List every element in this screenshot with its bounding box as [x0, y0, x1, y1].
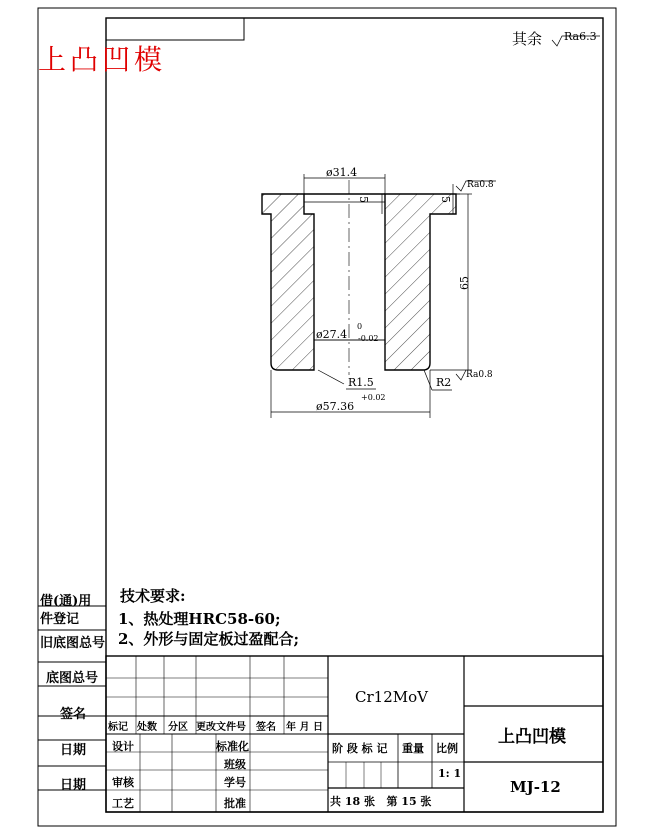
label-stage: 阶 段 标 记	[332, 742, 388, 755]
rough-bottom: Ra0.8	[466, 370, 493, 380]
outer-tol: +0.02	[361, 393, 386, 402]
rev-header-date: 年 月 日	[286, 722, 323, 733]
label-class: 班级	[224, 758, 246, 771]
dimension-lines	[271, 36, 600, 418]
code-box	[106, 18, 244, 40]
sheet-count: 共 18 张 第 15 张	[330, 795, 432, 808]
tech-heading: 技术要求:	[120, 587, 186, 605]
side-label-date-2: 日期	[60, 778, 87, 793]
rev-header-zone: 分区	[168, 722, 188, 733]
roughness-prefix: 其余	[512, 30, 543, 48]
label-approve: 批准	[224, 797, 246, 810]
side-label-register: 件登记	[40, 612, 80, 627]
label-scale: 比例	[436, 742, 458, 755]
scale-value: 1: 1	[438, 767, 462, 780]
drawing-number: MJ-12	[510, 778, 561, 796]
rev-header-count: 处数	[137, 722, 157, 733]
bore-tol-lower: -0.02	[358, 334, 379, 343]
rough-top: Ra0.8	[467, 180, 494, 190]
side-label-old-base: 旧底图总号	[40, 636, 106, 651]
dim-step-left: 5	[357, 196, 370, 203]
tech-item-2: 2、外形与固定板过盈配合;	[118, 630, 299, 648]
side-label-date-1: 日期	[60, 743, 87, 758]
radius-inner: R1.5	[348, 376, 374, 389]
bore-tol-upper: 0	[357, 322, 363, 331]
rev-header-mark: 标记	[108, 722, 128, 733]
label-craft: 工艺	[112, 797, 134, 810]
dim-height: 65	[458, 276, 471, 290]
rev-header-sign: 签名	[256, 722, 276, 733]
part-section	[262, 180, 456, 375]
dim-bore-diameter: ø27.4	[316, 328, 348, 341]
roughness-general: Ra6.3	[564, 30, 597, 43]
outer-frame	[38, 8, 616, 826]
side-label-sign: 签名	[60, 707, 87, 722]
side-label-borrow: 借(通)用	[40, 594, 92, 609]
red-part-title: 上凸凹模	[38, 43, 167, 76]
dim-outer-diameter: ø57.36	[316, 400, 355, 413]
label-standard: 标准化	[216, 740, 249, 753]
label-weight: 重量	[402, 742, 424, 755]
label-student-no: 学号	[224, 776, 246, 789]
label-review: 审核	[112, 776, 134, 789]
radius-outer: R2	[436, 376, 452, 389]
dim-top-diameter: ø31.4	[326, 166, 358, 179]
rev-header-doc: 更改文件号	[196, 722, 246, 733]
dim-step-right: 5	[439, 196, 452, 203]
material: Cr12MoV	[355, 688, 428, 706]
tech-item-1: 1、热处理HRC58-60;	[118, 610, 281, 628]
side-label-base: 底图总号	[46, 671, 99, 686]
part-name: 上凸凹模	[498, 727, 566, 747]
label-design: 设计	[112, 740, 134, 753]
